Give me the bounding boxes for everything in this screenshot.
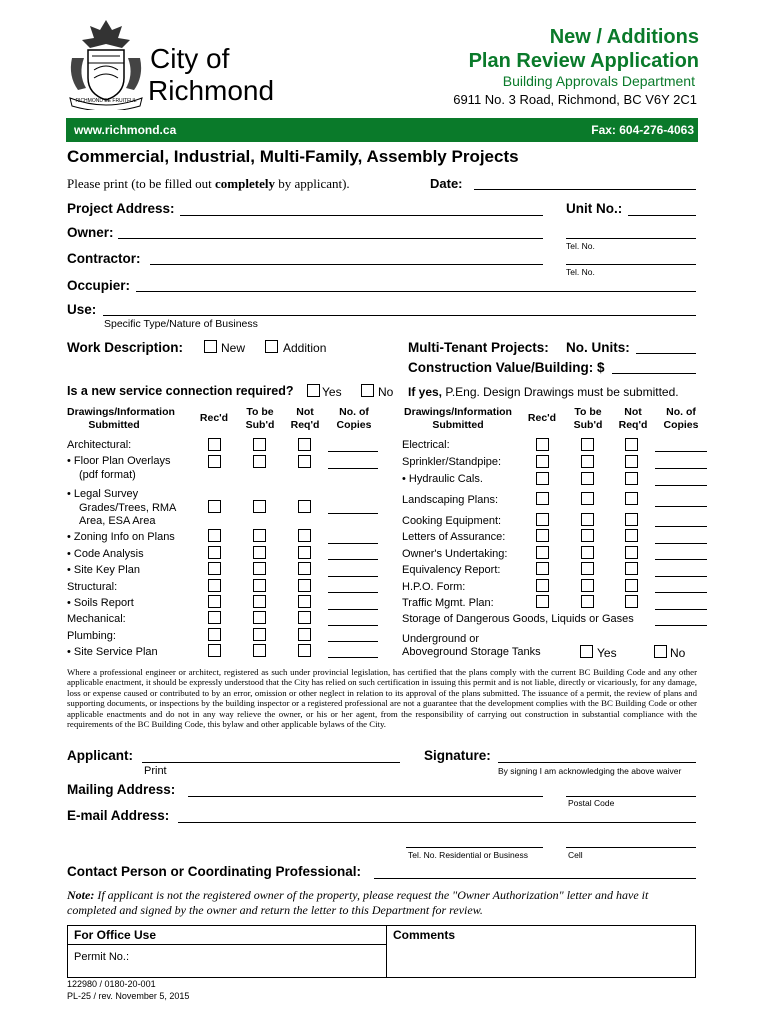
right-checkbox[interactable]: [536, 513, 549, 526]
right-copies-field[interactable]: [655, 559, 707, 560]
permit-no-label: Permit No.:: [74, 951, 130, 963]
email-field[interactable]: [178, 822, 696, 823]
left-checkbox[interactable]: [208, 500, 221, 513]
left-copies-field[interactable]: [328, 451, 378, 452]
left-checkbox[interactable]: [298, 546, 311, 559]
left-checkbox[interactable]: [253, 546, 266, 559]
right-checkbox[interactable]: [581, 438, 594, 451]
service-note-bold: If yes,: [408, 385, 443, 399]
right-copies-field[interactable]: [655, 609, 707, 610]
signature-note: By signing I am acknowledging the above waiver: [498, 766, 682, 776]
right-checkbox[interactable]: [625, 492, 638, 505]
website-link[interactable]: www.richmond.ca: [74, 123, 177, 137]
right-item-letters: Letters of Assurance:: [402, 531, 506, 543]
left-copies-field[interactable]: [328, 641, 378, 642]
left-checkbox[interactable]: [298, 595, 311, 608]
left-copies-field[interactable]: [328, 576, 378, 577]
right-checkbox[interactable]: [581, 595, 594, 608]
left-checkbox[interactable]: [298, 529, 311, 542]
left-copies-1: No. of: [339, 406, 369, 418]
right-checkbox[interactable]: [625, 546, 638, 559]
use-sublabel: Specific Type/Nature of Business: [104, 318, 258, 330]
right-checkbox[interactable]: [581, 472, 594, 485]
department-name: Building Approvals Department: [502, 73, 695, 89]
tel-residential-field[interactable]: [406, 847, 543, 848]
left-tobe-1: To be: [246, 406, 274, 418]
left-copies-2: Copies: [336, 419, 372, 431]
contractor-label: Contractor:: [67, 251, 141, 266]
use-label: Use:: [67, 302, 97, 317]
permit-no-cell[interactable]: [68, 945, 387, 978]
left-checkbox[interactable]: [208, 644, 221, 657]
right-checkbox[interactable]: [625, 579, 638, 592]
instruction-bold: completely: [215, 176, 275, 191]
tank-no-checkbox[interactable]: [654, 645, 667, 658]
right-header-not: [613, 406, 653, 432]
left-item-grades-trees: Grades/Trees, RMA: [79, 502, 177, 514]
right-checkbox[interactable]: [536, 529, 549, 542]
department-address: 6911 No. 3 Road, Richmond, BC V6Y 2C1: [453, 92, 697, 107]
right-copies-field[interactable]: [655, 526, 707, 527]
right-checkbox[interactable]: [625, 438, 638, 451]
work-description-label: Work Description:: [67, 340, 184, 355]
note-bold: Note:: [67, 888, 95, 902]
left-copies-field[interactable]: [328, 592, 378, 593]
postal-code-label: Postal Code: [568, 798, 615, 808]
right-copies-field[interactable]: [655, 576, 707, 577]
service-no-checkbox[interactable]: [361, 384, 374, 397]
right-tobe-1: To be: [574, 406, 602, 418]
owner-label: Owner:: [67, 225, 114, 240]
left-copies-field[interactable]: [328, 513, 378, 514]
contact-person-field[interactable]: [374, 878, 696, 879]
right-checkbox[interactable]: [536, 455, 549, 468]
form-heading: Commercial, Industrial, Multi-Family, Assembly Projects: [67, 147, 519, 166]
new-checkbox[interactable]: [204, 340, 217, 353]
right-checkbox[interactable]: [581, 546, 594, 559]
no-units-field[interactable]: [636, 353, 696, 354]
left-header-drawings: Drawings/Information: [67, 406, 175, 418]
instruction-text: [67, 176, 350, 192]
right-copies-field[interactable]: [655, 468, 707, 469]
left-checkbox[interactable]: [253, 562, 266, 575]
left-checkbox[interactable]: [253, 500, 266, 513]
right-header-tobe: [568, 406, 608, 432]
construction-value-field[interactable]: [612, 373, 696, 374]
contractor-tel-field[interactable]: [566, 264, 696, 265]
tank-yes-checkbox[interactable]: [580, 645, 593, 658]
left-not-1: Not: [296, 406, 314, 418]
right-checkbox[interactable]: [536, 579, 549, 592]
left-copies-field[interactable]: [328, 609, 378, 610]
postal-code-field[interactable]: [566, 796, 696, 797]
owner-tel-label: Tel. No.: [566, 241, 595, 251]
left-header-submitted: Submitted: [88, 419, 140, 431]
left-copies-field[interactable]: [328, 657, 378, 658]
left-checkbox[interactable]: [253, 595, 266, 608]
right-checkbox[interactable]: [536, 438, 549, 451]
right-header-submitted: Submitted: [432, 419, 484, 431]
right-checkbox[interactable]: [581, 455, 594, 468]
applicant-field[interactable]: [142, 762, 400, 763]
right-item-underground: Underground or: [402, 633, 480, 645]
note-line1: If applicant is not the registered owner of the property, please request the "Owner Authorization" letter and have it: [94, 888, 649, 902]
right-checkbox[interactable]: [625, 529, 638, 542]
left-copies-field[interactable]: [328, 468, 378, 469]
left-item-legal-survey: • Legal Survey: [67, 488, 139, 500]
left-item-mechanical: Mechanical:: [67, 613, 126, 625]
right-col-header-drawings: [400, 406, 516, 432]
left-item-floor-plan-pdf: (pdf format): [79, 469, 136, 481]
construction-value-label: Construction Value/Building: $: [408, 360, 605, 375]
left-item-site-key-plan: • Site Key Plan: [67, 564, 140, 576]
right-header-recd: Rec'd: [527, 412, 557, 424]
left-checkbox[interactable]: [208, 455, 221, 468]
print-label: Print: [144, 765, 167, 777]
right-header-drawings: Drawings/Information: [404, 406, 512, 418]
right-copies-field[interactable]: [655, 592, 707, 593]
new-label: New: [221, 341, 246, 355]
right-copies-1: No. of: [666, 406, 696, 418]
service-note: [408, 385, 679, 399]
left-checkbox[interactable]: [208, 529, 221, 542]
right-copies-2: Copies: [663, 419, 699, 431]
left-item-code-analysis: • Code Analysis: [67, 548, 144, 560]
right-item-cooking: Cooking Equipment:: [402, 515, 502, 527]
left-checkbox[interactable]: [253, 644, 266, 657]
mailing-address-field[interactable]: [188, 796, 543, 797]
logo-richmond: Richmond: [148, 75, 275, 106]
left-checkbox[interactable]: [298, 438, 311, 451]
logo-city-of: City of: [150, 43, 230, 74]
left-item-soils-report: • Soils Report: [67, 597, 134, 609]
right-item-equivalency: Equivalency Report:: [402, 564, 501, 576]
no-units-label: No. Units:: [566, 340, 630, 355]
service-yes-checkbox[interactable]: [307, 384, 320, 397]
left-copies-field[interactable]: [328, 625, 378, 626]
right-item-hydraulic: • Hydraulic Cals.: [402, 473, 483, 485]
instruction-pre: Please print (to be filled out: [67, 176, 216, 191]
right-item-sprinkler: Sprinkler/Standpipe:: [402, 456, 502, 468]
city-crest-logo: [66, 18, 146, 110]
right-checkbox[interactable]: [581, 562, 594, 575]
right-checkbox[interactable]: [625, 472, 638, 485]
left-checkbox[interactable]: [208, 579, 221, 592]
right-checkbox[interactable]: [581, 579, 594, 592]
project-address-label: Project Address:: [67, 201, 175, 216]
right-copies-field[interactable]: [655, 543, 707, 544]
right-checkbox[interactable]: [581, 529, 594, 542]
right-checkbox[interactable]: [625, 455, 638, 468]
right-not-1: Not: [624, 406, 642, 418]
left-header-not: [285, 406, 325, 432]
service-question: Is a new service connection required?: [67, 384, 294, 398]
fax-number: Fax: 604-276-4063: [591, 123, 694, 137]
right-checkbox[interactable]: [581, 513, 594, 526]
email-label: E-mail Address:: [67, 808, 170, 823]
occupier-label: Occupier:: [67, 278, 131, 293]
contractor-field[interactable]: [150, 264, 543, 265]
service-no-label: No: [378, 385, 394, 399]
cell-field[interactable]: [566, 847, 696, 848]
left-col-header-drawings: [67, 406, 175, 432]
right-item-landscaping: Landscaping Plans:: [402, 494, 499, 506]
project-address-field[interactable]: [180, 215, 543, 216]
left-tobe-2: Sub'd: [245, 419, 275, 431]
left-item-esa-area: Area, ESA Area: [79, 515, 156, 527]
right-checkbox[interactable]: [536, 492, 549, 505]
office-use-header: [68, 926, 387, 945]
tank-no-label: No: [670, 646, 686, 660]
left-checkbox[interactable]: [298, 455, 311, 468]
right-checkbox[interactable]: [536, 595, 549, 608]
left-header-recd: Rec'd: [199, 412, 229, 424]
left-checkbox[interactable]: [208, 562, 221, 575]
office-use-table: [67, 925, 696, 978]
right-copies-field[interactable]: [655, 506, 707, 507]
left-checkbox[interactable]: [208, 546, 221, 559]
form-title-line2: Plan Review Application: [468, 50, 699, 72]
addition-label: Addition: [283, 341, 327, 355]
left-checkbox[interactable]: [298, 500, 311, 513]
left-checkbox[interactable]: [208, 595, 221, 608]
right-checkbox[interactable]: [625, 595, 638, 608]
form-title-line1: New / Additions: [549, 26, 699, 48]
left-checkbox[interactable]: [253, 529, 266, 542]
right-checkbox[interactable]: [625, 562, 638, 575]
left-item-structural: Structural:: [67, 581, 118, 593]
instruction-post: by applicant).: [274, 176, 350, 191]
right-header-copies: [658, 406, 704, 432]
left-checkbox[interactable]: [298, 611, 311, 624]
service-note-text: P.Eng. Design Drawings must be submitted.: [442, 385, 679, 399]
right-checkbox[interactable]: [536, 472, 549, 485]
cell-label: Cell: [568, 850, 583, 860]
left-checkbox[interactable]: [298, 579, 311, 592]
occupier-field[interactable]: [136, 291, 696, 292]
owner-tel-field[interactable]: [566, 238, 696, 239]
right-copies-field[interactable]: [655, 485, 707, 486]
left-checkbox[interactable]: [208, 628, 221, 641]
left-copies-field[interactable]: [328, 559, 378, 560]
left-header-tobe: [240, 406, 280, 432]
left-checkbox[interactable]: [253, 579, 266, 592]
tel-residential-label: Tel. No. Residential or Business: [408, 850, 529, 860]
left-checkbox[interactable]: [253, 438, 266, 451]
left-checkbox[interactable]: [253, 455, 266, 468]
right-item-hpo: H.P.O. Form:: [402, 581, 466, 593]
right-item-electrical: Electrical:: [402, 439, 450, 451]
unit-field[interactable]: [628, 215, 696, 216]
right-checkbox[interactable]: [536, 546, 549, 559]
footer-code-1: 122980 / 0180-20-001: [67, 979, 156, 989]
left-checkbox[interactable]: [208, 438, 221, 451]
left-item-site-service: • Site Service Plan: [67, 646, 158, 658]
left-not-2: Req'd: [290, 419, 320, 431]
right-checkbox[interactable]: [536, 562, 549, 575]
right-not-2: Req'd: [618, 419, 648, 431]
right-item-traffic: Traffic Mgmt. Plan:: [402, 597, 494, 609]
right-tobe-2: Sub'd: [573, 419, 603, 431]
right-item-owners: Owner's Undertaking:: [402, 548, 508, 560]
left-checkbox[interactable]: [298, 628, 311, 641]
contractor-tel-label: Tel. No.: [566, 267, 595, 277]
left-header-copies: [331, 406, 377, 432]
left-checkbox[interactable]: [253, 611, 266, 624]
right-copies-field[interactable]: [655, 625, 707, 626]
service-yes-label: Yes: [322, 385, 342, 399]
office-use-label: For Office Use: [74, 928, 157, 942]
date-field[interactable]: [474, 189, 696, 190]
use-field[interactable]: [103, 315, 696, 316]
multi-tenant-label: Multi-Tenant Projects:: [408, 340, 549, 355]
left-item-zoning: • Zoning Info on Plans: [67, 531, 175, 543]
left-checkbox[interactable]: [298, 562, 311, 575]
owner-note: [67, 888, 707, 918]
date-label: Date:: [430, 176, 463, 191]
right-copies-field[interactable]: [655, 451, 707, 452]
left-item-architectural: Architectural:: [67, 439, 132, 451]
footer-code-2: PL-25 / rev. November 5, 2015: [67, 991, 190, 1001]
applicant-label: Applicant:: [67, 748, 133, 763]
right-item-storage: Storage of Dangerous Goods, Liquids or Gases: [402, 613, 634, 625]
contact-person-label: Contact Person or Coordinating Professional:: [67, 864, 362, 879]
disclaimer-text: Where a professional engineer or architect, registered as such under provincial legislation, has certified that the plans comply with the current BC Building Code and any other applicable enactment, it should be expressly understood that the City has relied on such certification in issuing this permit and is not liable, directly or vicariously, for any damage, loss or expense caused or contributed to by an error, omission or other neglect in relation to its approval of the plans submitted. The issuance of a permit, the review of plans and supporting documents, or inspections by the building inspector or a registered professional are not a guarantee that the development complies with the BC Building Code or other applicable enactments and do not in any way relieve the owner, or his or her agent, from the responsibility of carrying out construction in substantial compliance with the requirements of the BC Building Code, this bylaw and other applicable bylaws of the City.: [67, 667, 697, 730]
signature-field[interactable]: [498, 762, 696, 763]
left-item-floor-plan: • Floor Plan Overlays: [67, 455, 171, 467]
left-checkbox[interactable]: [253, 628, 266, 641]
tank-yes-label: Yes: [597, 646, 617, 660]
right-item-aboveground: Aboveground Storage Tanks: [402, 646, 541, 658]
right-checkbox[interactable]: [581, 492, 594, 505]
mailing-address-label: Mailing Address:: [67, 782, 176, 797]
addition-checkbox[interactable]: [265, 340, 278, 353]
owner-field[interactable]: [118, 238, 543, 239]
note-line2: completed and signed by the owner and return the letter to this Department for review.: [67, 903, 483, 917]
crest-motto: RICHMOND BE FRUITFUL: [75, 98, 137, 104]
left-copies-field[interactable]: [328, 543, 378, 544]
left-checkbox[interactable]: [208, 611, 221, 624]
left-checkbox[interactable]: [298, 644, 311, 657]
signature-label: Signature:: [424, 748, 491, 763]
comments-cell[interactable]: [387, 926, 696, 978]
unit-label: Unit No.:: [566, 201, 623, 216]
left-item-plumbing: Plumbing:: [67, 630, 116, 642]
right-checkbox[interactable]: [625, 513, 638, 526]
comments-label: Comments: [393, 928, 456, 942]
